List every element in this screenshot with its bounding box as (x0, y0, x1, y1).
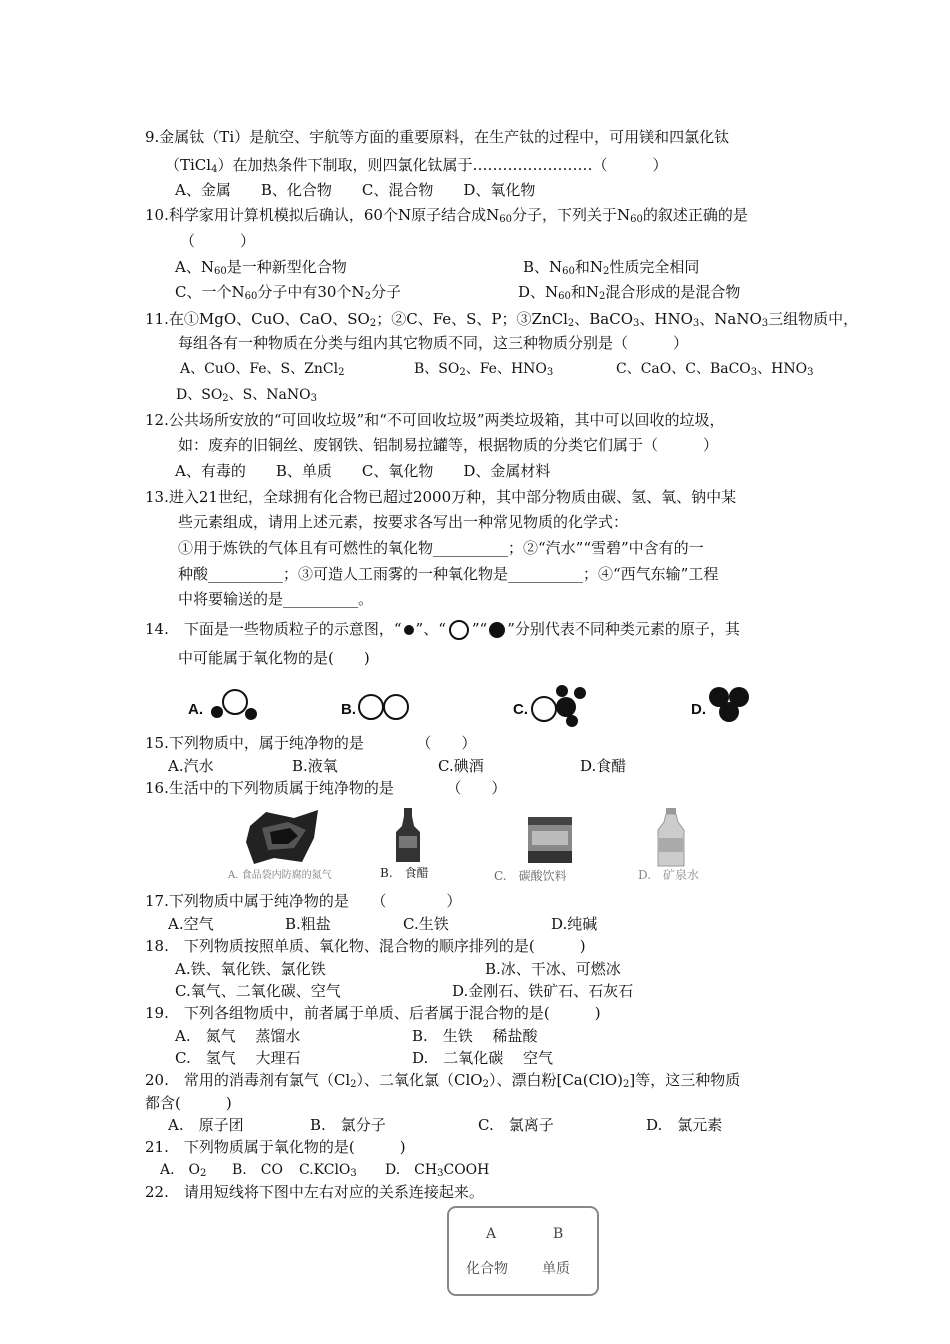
q17-option-c: C.生铁 (403, 915, 449, 933)
q20-line1: 20. 常用的消毒剂有氯气$(Cl_2)$、二氧化氯（ClO$_2$）、漂白粉$[Ca(ClO)_2]$等，这三种物质 (145, 1071, 741, 1090)
q10-line2: （ ） (180, 232, 256, 250)
q20-option-b: B. 氯分子 (310, 1116, 386, 1134)
q10-option-d: D、$N_{60}$和$N_2$混合形成的是混合物 (518, 283, 741, 302)
q16-line1: 16.生活中的下列物质属于纯净物的是 （ ） (145, 779, 507, 797)
q22-box-b-text: 单质 (542, 1261, 570, 1277)
q20-line2: 都含( ) (145, 1094, 232, 1112)
q12-options: A、有毒的 B、单质 C、氧化物 D、金属材料 (175, 462, 551, 480)
q21-option-b: B. CO (232, 1162, 283, 1178)
q22-line1: 22. 请用短线将下图中左右对应的关系连接起来。 (145, 1183, 484, 1201)
q14-molecule-c (528, 683, 590, 727)
q11-option-d: D、$SO_2$、S、NaNO$_3$ (176, 387, 317, 404)
q18-option-c: C.氧气、二氧化碳、空气 (175, 982, 341, 1000)
q16-caption-a: A. 食品袋内防腐的氮气 (228, 870, 332, 881)
q9-options: A、金属 B、化合物 C、混合物 D、氧化物 (175, 181, 536, 199)
q19-option-d: D. 二氧化碳 空气 (412, 1049, 554, 1067)
q10-option-a: A、$N_{60}$是一种新型化合物 (175, 258, 347, 277)
q15-option-a: A.汽水 (168, 757, 214, 775)
q20-option-d: D. 氯元素 (646, 1116, 723, 1134)
q20-option-a: A. 原子团 (168, 1116, 244, 1134)
q21-option-d: D. $CH_3COOH$ (385, 1162, 490, 1179)
q13-line3: ①用于炼铁的气体且有可燃性的氧化物__________；②“汽水”“雪碧”中含有的一 (178, 539, 704, 557)
q13-line5: 中将要输送的是__________。 (178, 590, 374, 608)
q16-caption-c: C. 碳酸饮料 (494, 869, 567, 883)
q13-line2: 些元素组成，请用上述元素，按要求各写出一种常见物质的化学式： (178, 513, 629, 531)
q20-option-c: C. 氯离子 (478, 1116, 554, 1134)
q14-label-a: A. (188, 701, 203, 718)
q15-option-b: B.液氧 (292, 757, 338, 775)
q14-molecule-d (707, 684, 753, 724)
q19-line1: 19. 下列各组物质中，前者属于单质、后者属于混合物的是( ) (145, 1004, 601, 1022)
nitrogen-bag-image (244, 808, 322, 866)
q14-line1: 14. 下面是一些物质粒子的示意图，“ ”、“ ”“ ”分别代表不同种类元素的原子，其 (145, 620, 740, 638)
q13-line1: 13.进入21世纪，全球拥有化合物已超过2000万种，其中部分物质由碳、氢、氧、钠中某 (145, 488, 737, 506)
q15-option-c: C.碘酒 (438, 757, 484, 775)
q12-line1: 12.公共场所安放的“可回收垃圾”和“不可回收垃圾”两类垃圾箱，其中可以回收的垃圾， (145, 411, 725, 429)
q14-molecule-b (356, 691, 412, 723)
q15-option-d: D.食醋 (580, 757, 627, 775)
q22-box-a: A (486, 1226, 497, 1242)
q11-option-a: A、CuO、Fe、S、ZnCl$_2$ (180, 361, 345, 378)
q18-line1: 18. 下列物质按照单质、氧化物、混合物的顺序排列的是( ) (145, 937, 586, 955)
large-white-atom-icon (446, 620, 472, 640)
q16-caption-b: B. 食醋 (380, 866, 429, 880)
q11-option-b: B、$SO_2$、Fe、$HNO_3$ (414, 361, 554, 378)
q10-option-b: B、$N_{60}$和$N_2$性质完全相同 (523, 258, 700, 277)
q18-option-a: A.铁、氧化铁、氯化铁 (175, 960, 326, 978)
q13-line4: 种酸__________；③可造人工雨雾的一种氧化物是__________；④“西气东输”工程 (178, 565, 719, 583)
q14-line2: 中可能属于氧化物的是( ) (178, 649, 370, 667)
q21-line1: 21. 下列物质属于氧化物的是( ) (145, 1138, 406, 1156)
q14-label-b: B. (341, 701, 356, 718)
q10-line1: 10.科学家用计算机模拟后确认，60个N原子结合成$N_{60}$分子，下列关于$N_{60}$的叙述正确的是 (145, 206, 748, 225)
q21-option-c: C.KClO$_3$ (299, 1162, 357, 1179)
small-dark-atom-icon (402, 624, 416, 636)
q22-matching-box (447, 1206, 599, 1296)
mineral-water-bottle-image (656, 808, 686, 868)
q9-line1: 9.金属钛（Ti）是航空、宇航等方面的重要原料，在生产钛的过程中，可用镁和四氯化钛 (145, 128, 730, 146)
q14-molecule-a (205, 686, 260, 722)
q11-line1: 11.在①MgO、CuO、CaO、$SO_2$；②C、Fe、S、P；③ZnCl$_2$、BaCO$_3$、$HNO_3$、NaNO$_3$三组物质中， (145, 310, 859, 329)
q19-option-c: C. 氢气 大理石 (175, 1049, 301, 1067)
q16-caption-d: D. 矿泉水 (638, 868, 700, 882)
q11-line2: 每组各有一种物质在分类与组内其它物质不同，这三种物质分别是（ ） (178, 334, 689, 352)
q18-option-b: B.冰、干冰、可燃冰 (485, 960, 621, 978)
q19-option-a: A. 氮气 蒸馏水 (175, 1027, 301, 1045)
q10-option-c: C、一个$N_{60}$分子中有30个$N_2$分子 (175, 283, 401, 302)
soda-can-image (526, 815, 574, 865)
q21-option-a: A. $O_2$ (160, 1162, 207, 1179)
q17-option-a: A.空气 (168, 915, 214, 933)
q11-option-c: C、CaO、C、BaCO$_3$、$HNO_3$ (616, 361, 814, 378)
q19-option-b: B. 生铁 稀盐酸 (412, 1027, 538, 1045)
q15-line1: 15.下列物质中，属于纯净物的是 （ ） (145, 734, 477, 752)
q22-box-a-text: 化合物 (466, 1261, 508, 1277)
large-dark-atom-icon (487, 621, 507, 639)
q9-line2: （TiCl$_4$）在加热条件下制取，则四氯化钛属于……………………（ ） (165, 156, 668, 175)
q18-option-d: D.金刚石、铁矿石、石灰石 (452, 982, 634, 1000)
q17-line1: 17.下列物质中属于纯净物的是 （ ） (145, 892, 462, 910)
vinegar-bottle-image (394, 808, 422, 864)
q14-label-c: C. (513, 701, 528, 718)
q17-option-d: D.纯碱 (551, 915, 598, 933)
q17-option-b: B.粗盐 (285, 915, 331, 933)
q12-line2: 如：废弃的旧铜丝、废钢铁、铝制易拉罐等，根据物质的分类它们属于（ ） (178, 436, 719, 454)
q22-box-b: B (553, 1226, 564, 1242)
q14-label-d: D. (691, 701, 706, 718)
